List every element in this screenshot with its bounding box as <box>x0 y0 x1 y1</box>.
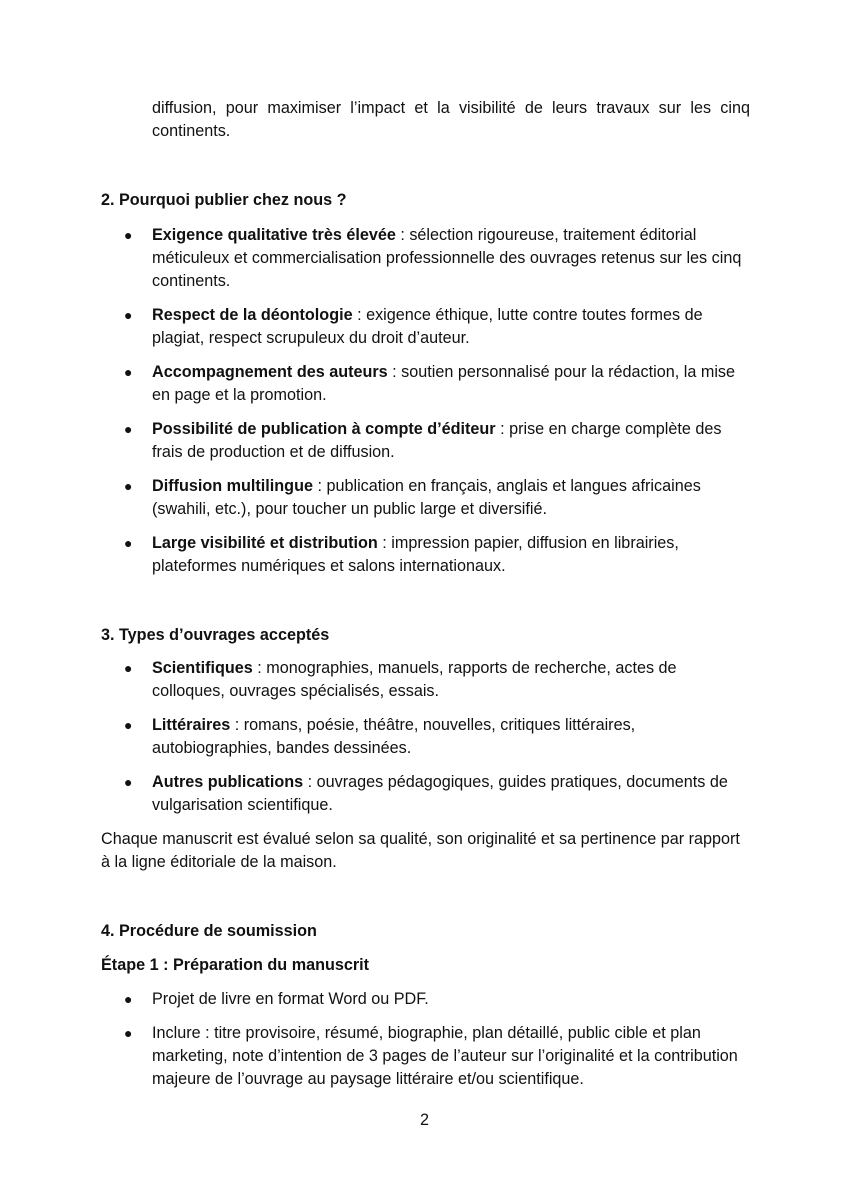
section-2-heading: 2. Pourquoi publier chez nous ? <box>101 191 347 209</box>
item-description: : publication en français, anglais et langues africaines (swahili, etc.), pour toucher un public large et diversifié. <box>152 477 701 518</box>
bullet-icon: ● <box>124 227 133 243</box>
list-item <box>0 1022 752 1091</box>
section-3-closing: Chaque manuscrit est évalué selon sa qualité, son originalité et sa pertinence par rapport à la ligne éditoriale de la maison. <box>101 830 740 871</box>
step-1-list <box>0 988 849 1091</box>
item-term: Respect de la déontologie <box>152 306 353 324</box>
section-2-list <box>0 224 849 578</box>
list-item <box>0 475 752 521</box>
item-description: : romans, poésie, théâtre, nouvelles, critiques littéraires, autobiographies, bandes dessinées. <box>152 716 636 757</box>
list-item <box>0 657 752 703</box>
bullet-icon: ● <box>124 478 133 494</box>
list-item <box>0 361 752 407</box>
bullet-icon: ● <box>124 717 133 733</box>
bullet-icon: ● <box>124 535 133 551</box>
list-item <box>0 418 752 464</box>
list-item <box>0 304 752 350</box>
item-term: Large visibilité et distribution <box>152 534 378 552</box>
section-3-list <box>0 657 849 817</box>
item-term: Possibilité de publication à compte d’éditeur <box>152 420 496 438</box>
list-item <box>0 224 752 293</box>
list-item <box>0 771 752 817</box>
section-3-heading: 3. Types d’ouvrages acceptés <box>101 626 330 644</box>
bullet-icon: ● <box>124 421 133 437</box>
item-description: : soutien personnalisé pour la rédaction, la mise en page et la promotion. <box>152 363 736 404</box>
item-description: : monographies, manuels, rapports de recherche, actes de colloques, ouvrages spécialisés, essais. <box>152 659 677 700</box>
page-number: 2 <box>419 1111 429 1129</box>
item-term: Autres publications <box>152 773 304 791</box>
bullet-icon: ● <box>124 1025 133 1041</box>
item-description: : sélection rigoureuse, traitement éditorial méticuleux et commercialisation professionnelle des ouvrages retenus sur les cinq continents. <box>152 226 742 290</box>
item-text: Inclure : titre provisoire, résumé, biographie, plan détaillé, public cible et plan marketing, note d’intention de 3 pages de l’auteur sur l’originalité et la contribution majeure de l’ouvrage au paysage littéraire et/ou scientifique. <box>152 1024 738 1088</box>
item-term: Accompagnement des auteurs <box>152 363 388 381</box>
bullet-icon: ● <box>124 307 133 323</box>
step-1-heading: Étape 1 : Préparation du manuscrit <box>101 956 370 974</box>
bullet-icon: ● <box>124 991 133 1007</box>
bullet-icon: ● <box>124 364 133 380</box>
item-term: Exigence qualitative très élevée <box>152 226 396 244</box>
item-description: : impression papier, diffusion en librairies, plateformes numériques et salons internationaux. <box>152 534 679 575</box>
item-description: : ouvrages pédagogiques, guides pratiques, documents de vulgarisation scientifique. <box>152 773 728 814</box>
item-description: : exigence éthique, lutte contre toutes formes de plagiat, respect scrupuleux du droit d’auteur. <box>152 306 703 347</box>
list-item <box>0 988 752 1011</box>
list-item <box>0 532 752 578</box>
item-term: Diffusion multilingue <box>152 477 313 495</box>
item-text: Projet de livre en format Word ou PDF. <box>152 990 429 1008</box>
section-4-heading: 4. Procédure de soumission <box>101 922 317 940</box>
bullet-icon: ● <box>124 660 133 676</box>
item-term: Scientifiques <box>152 659 253 677</box>
bullet-icon: ● <box>124 774 133 790</box>
item-description: : prise en charge complète des frais de production et de diffusion. <box>152 420 722 461</box>
list-item <box>0 714 752 760</box>
item-term: Littéraires <box>152 716 231 734</box>
intro-continuation: diffusion, pour maximiser l’impact et la visibilité de leurs travaux sur les cinq continents. <box>152 99 750 140</box>
